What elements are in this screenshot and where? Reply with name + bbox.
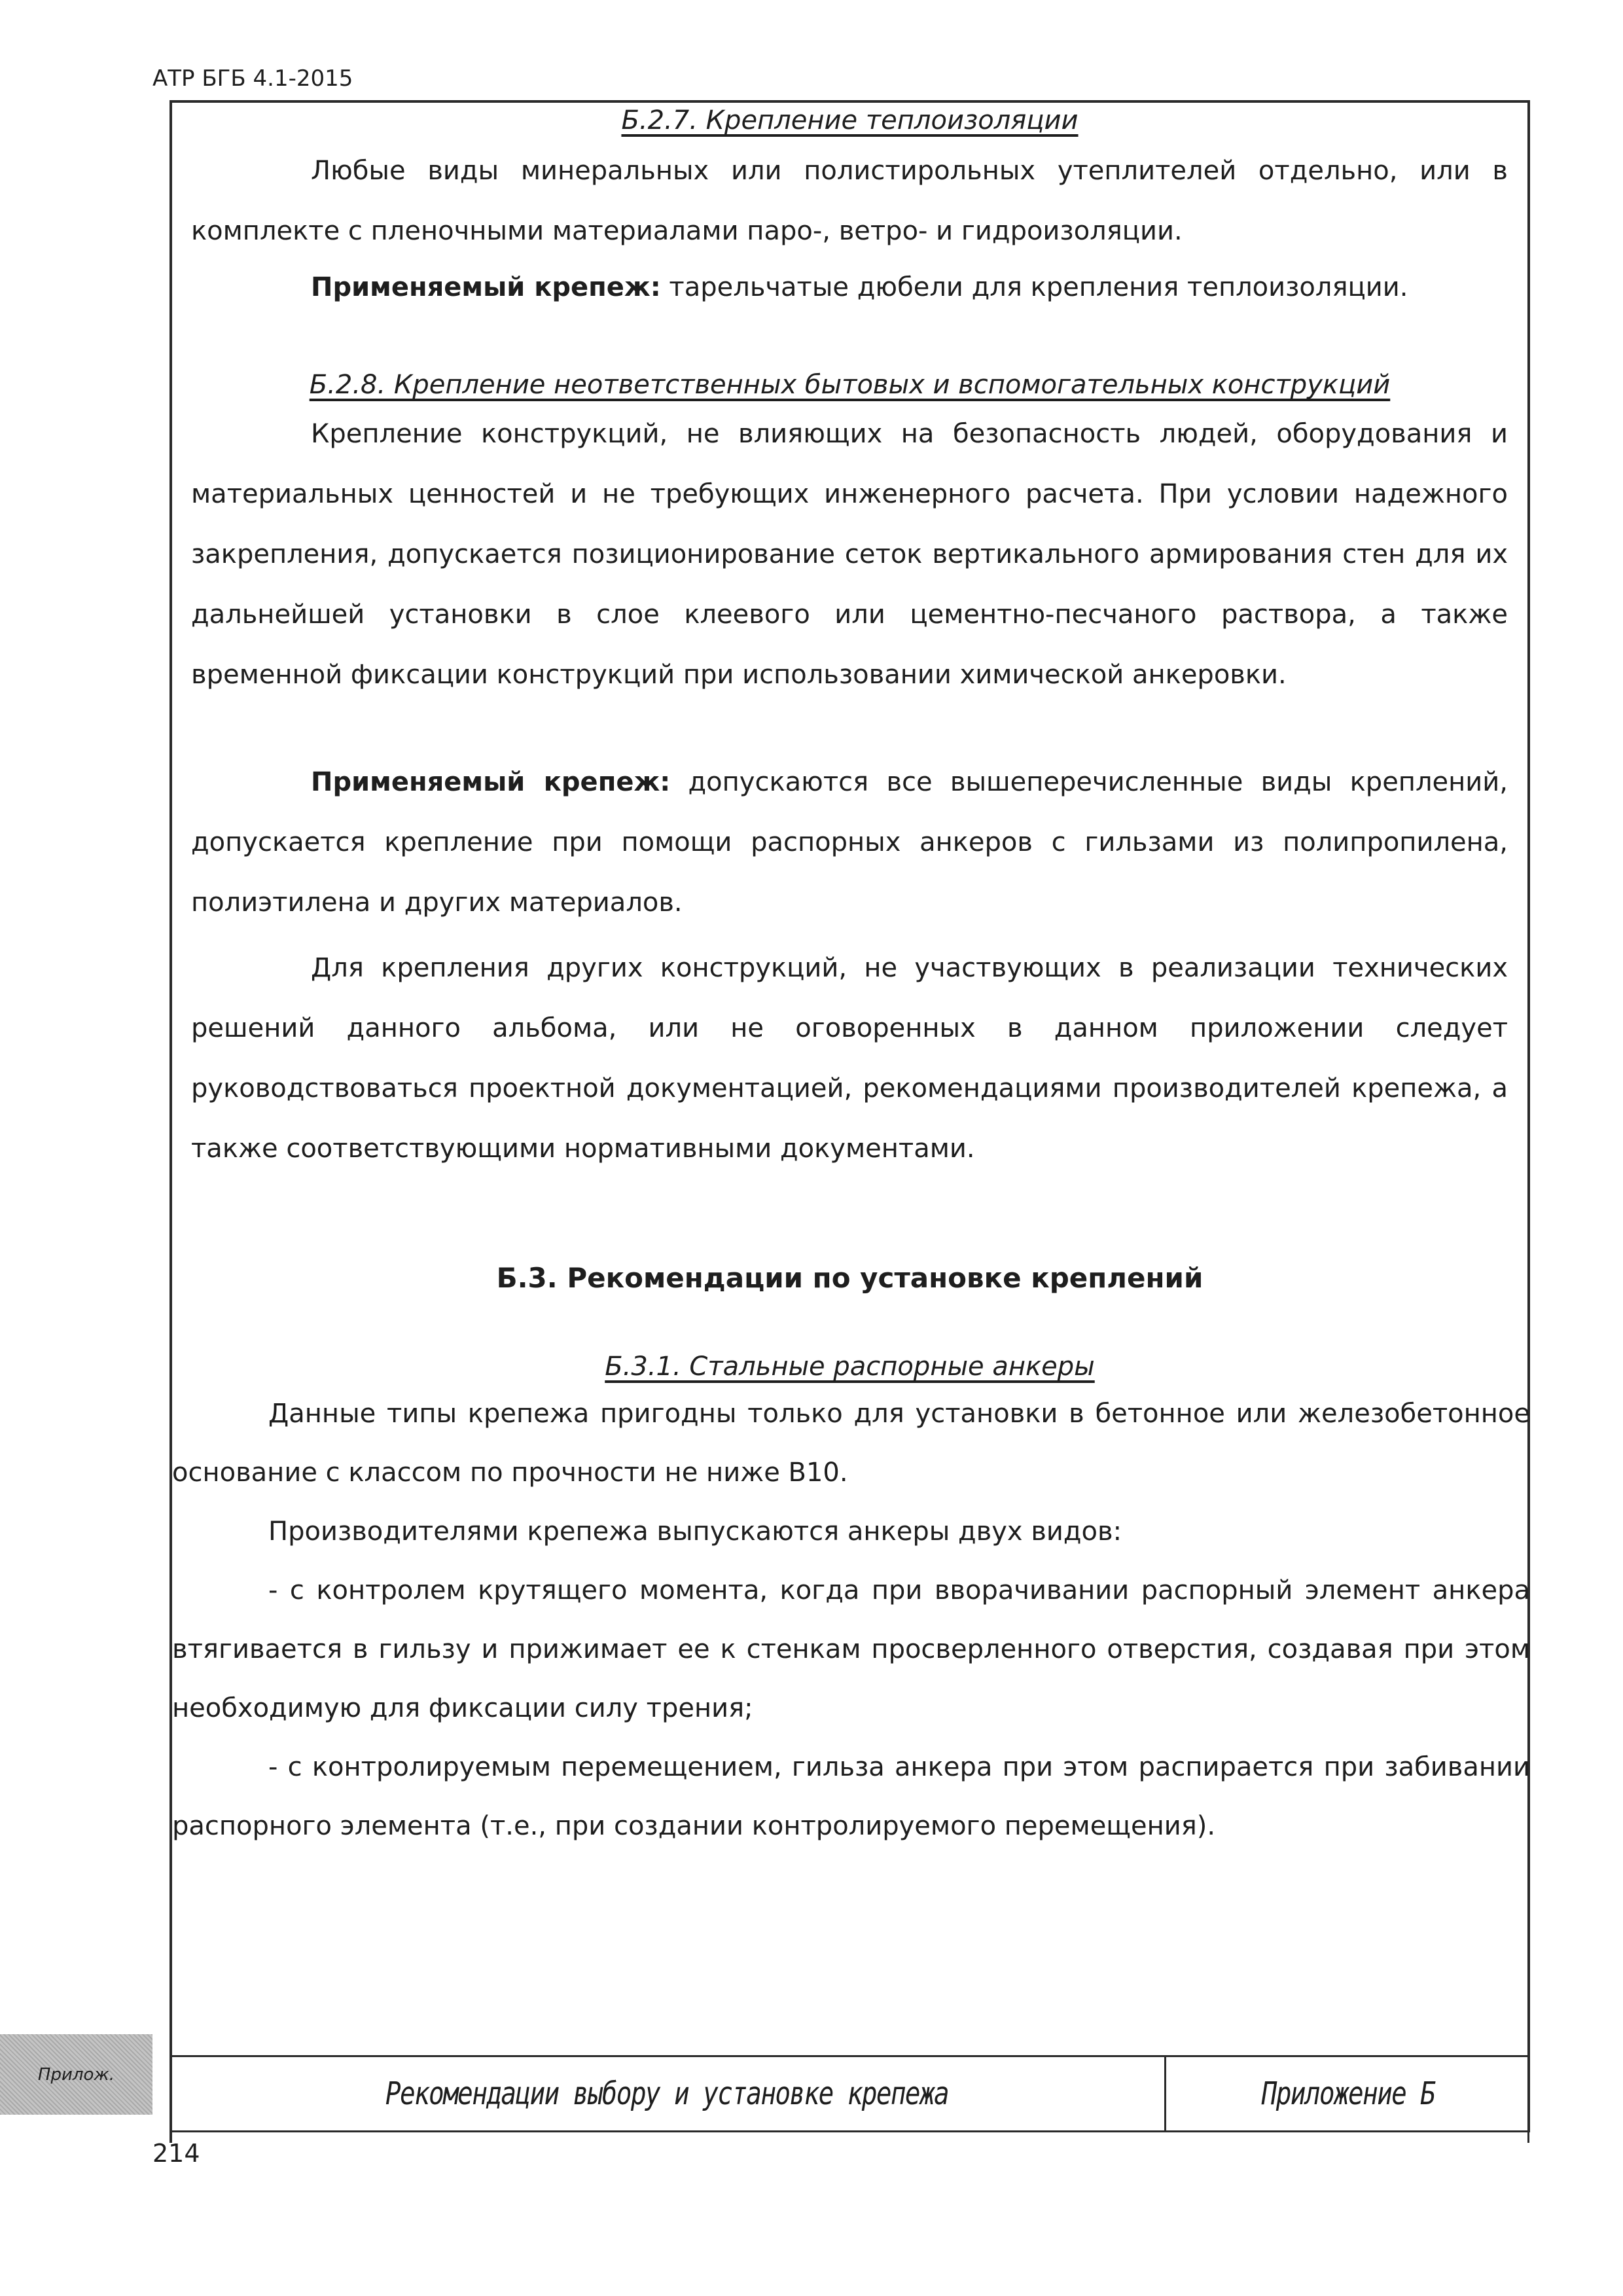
section-3-heading: Б.3. Рекомендации по установке креплений [496, 1262, 1204, 1294]
section-2-7-fastener [191, 257, 1508, 317]
section-2-8-title: Б.2.8. Крепление неответственных бытовых и вспомогательных конструкций [309, 370, 1391, 400]
section-2-7-title: Б.2.7. Крепление теплоизоляции [621, 105, 1079, 135]
title-block-divider [1164, 2057, 1166, 2130]
fastener-label: Применяемый крепеж: [311, 767, 671, 797]
section-3-1-title: Б.3.1. Стальные распорные анкеры [605, 1352, 1095, 1382]
section-3-1-paragraph-2: Производителями крепежа выпускаются анкеры двух видов: [268, 1516, 1122, 1547]
title-block [169, 2055, 1530, 2132]
fastener-label: Применяемый крепеж: [311, 272, 661, 302]
page-number: 214 [152, 2139, 200, 2168]
title-block-title: Рекомендации выбору и установке крепежа [385, 2075, 949, 2112]
frame-tick [1527, 2045, 1529, 2055]
title-block-appendix: Приложение Б [1261, 2075, 1435, 2112]
document-code: АТР БГБ 4.1-2015 [152, 65, 353, 92]
section-2-8-paragraph: Крепление конструкций, не влияющих на безопасность людей, оборудования и материальных ценностей и не требующих инженерного расчета. При условии надежного закрепления, допускается позиционирование сеток вертикального армирования стен для их дальнейшей установки в слое клеевого или цементно-песчаного раствора, а также временной фиксации конструкций при использовании химической анкеровки. [191, 419, 1508, 690]
section-3-1-paragraph-1: Данные типы крепежа пригодны только для установки в бетонное или железобетонное основание с классом по прочности не ниже В10. [172, 1399, 1530, 1488]
section-2-8-paragraph-2: Для крепления других конструкций, не участвующих в реализации технических решений данного альбома, или не оговоренных в данном приложении следует руководствоваться проектной документацией, рекомендациями производителей крепежа, а также соответствующими нормативными документами. [191, 953, 1508, 1164]
section-2-8-fastener [191, 752, 1508, 933]
section-3-1-paragraph-3: - с контролем крутящего момента, когда при вворачивании распорный элемент анкера втягивается в гильзу и прижимает ее к стенкам просверленного отверстия, создавая при этом необходимую для фиксации силу трения; [172, 1575, 1530, 1723]
frame-tick [1527, 2132, 1529, 2143]
section-3-1-paragraph-4: - с контролируемым перемещением, гильза анкера при этом распирается при забивании распорного элемента (т.е., при создании контролируемого перемещения). [172, 1752, 1530, 1841]
title-block-left-line [169, 2057, 172, 2130]
section-2-7-paragraph: Любые виды минеральных или полистирольных утеплителей отдельно, или в комплекте с пленочными материалами паро-, ветро- и гидроизоляции. [191, 156, 1508, 246]
fastener-text: допускаются все вышеперечисленные виды креплений, допускается крепление при помощи распорных анкеров с гильзами из полипропилена, полиэтилена и других материалов. [191, 767, 1508, 918]
fastener-text: тарельчатые дюбели для крепления теплоизоляции. [660, 272, 1408, 302]
appendix-side-tab: Прилож. [0, 2034, 152, 2115]
